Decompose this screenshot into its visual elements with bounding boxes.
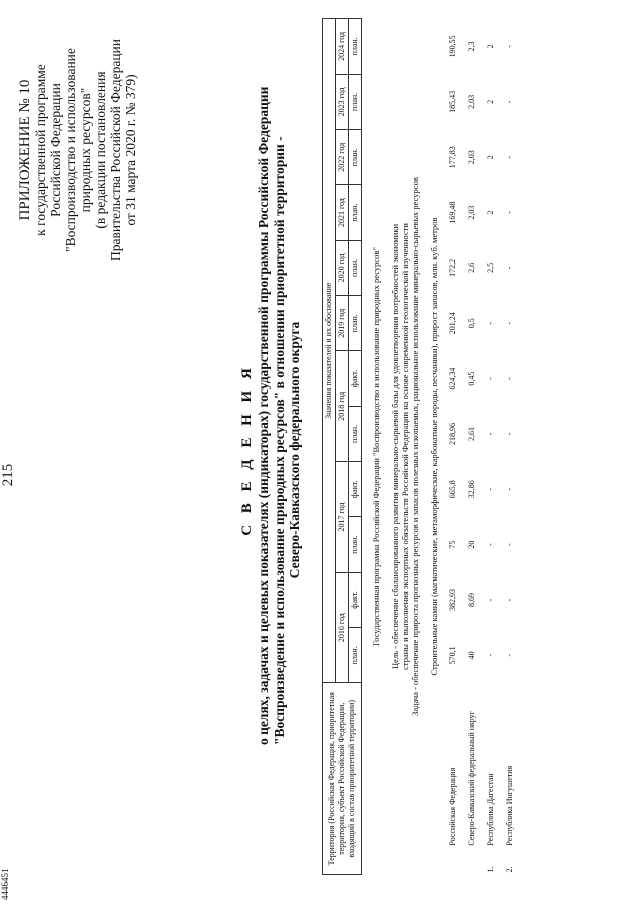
document-id: 4446451 bbox=[0, 868, 10, 900]
plan-fact-header: план. bbox=[349, 296, 362, 351]
table-body bbox=[362, 19, 516, 875]
value-cell: 75 bbox=[448, 540, 457, 549]
title-svedeniya: С В Е Д Е Н И Я bbox=[239, 364, 255, 536]
value-cell: - bbox=[505, 45, 514, 48]
value-cell: 2,5 bbox=[486, 262, 495, 273]
value-cell: 40 bbox=[467, 651, 476, 660]
section-row bbox=[390, 19, 400, 875]
value-cell: 2 bbox=[486, 44, 495, 49]
value-cell: 0,45 bbox=[467, 371, 476, 386]
value-cell: - bbox=[505, 543, 514, 546]
value-cell: 185,43 bbox=[448, 90, 457, 113]
value-cell: - bbox=[486, 321, 495, 325]
appendix-block bbox=[18, 15, 138, 285]
row-index bbox=[448, 848, 458, 875]
section-row bbox=[371, 19, 381, 875]
value-cell: 2 bbox=[486, 155, 495, 160]
value-cell: 2 bbox=[486, 99, 495, 104]
year-header: 2017 год bbox=[336, 462, 349, 573]
territory-name: Республика Ингушетия bbox=[505, 765, 514, 846]
value-cell: - bbox=[486, 432, 495, 436]
value-cell: - bbox=[505, 654, 514, 657]
year-header: 2024 год bbox=[336, 19, 349, 75]
plan-fact-header: план. bbox=[349, 19, 362, 75]
section-text: страны и выполнения экспортных обязательств Российской Федерации на основе современной геологической изученности bbox=[400, 223, 410, 670]
plan-fact-header: план. bbox=[349, 406, 362, 461]
row-index: 1. bbox=[486, 866, 495, 873]
value-cell: 177,83 bbox=[448, 146, 457, 169]
table-row bbox=[467, 19, 477, 875]
year-header: 2016 год bbox=[336, 572, 349, 683]
territory-name: Российская Федерация bbox=[448, 767, 457, 846]
value-cell: 2,61 bbox=[467, 426, 476, 441]
value-cell: - bbox=[486, 487, 495, 491]
value-cell: - bbox=[505, 432, 514, 436]
title-line: "Воспроизведение и использование природных ресурсов" в отношении приоритетной территории - bbox=[271, 136, 287, 745]
year-header: 2021 год bbox=[336, 185, 349, 240]
value-cell: 172,2 bbox=[448, 258, 457, 277]
value-cell: 20 bbox=[467, 540, 476, 549]
value-cell: - bbox=[486, 598, 495, 602]
value-cell: 201,24 bbox=[448, 312, 457, 335]
year-header: 2023 год bbox=[336, 74, 349, 129]
value-cell: 32,86 bbox=[467, 480, 476, 499]
appendix-line: природных ресурсов" bbox=[78, 87, 93, 213]
value-cell: - bbox=[486, 654, 495, 657]
appendix-line: от 31 марта 2020 г. № 379) bbox=[123, 74, 138, 226]
value-cell: 2,3 bbox=[467, 41, 476, 52]
page-number: 215 bbox=[0, 463, 16, 487]
plan-fact-header: план. bbox=[349, 517, 362, 572]
value-cell: 2,6 bbox=[467, 262, 476, 273]
indicators-table bbox=[322, 18, 515, 875]
year-header: 2022 год bbox=[336, 130, 349, 185]
appendix-number: ПРИЛОЖЕНИЕ № 10 bbox=[17, 79, 33, 221]
value-cell: 570,1 bbox=[448, 646, 457, 665]
row-index: 2. bbox=[505, 866, 514, 873]
value-cell: 382,93 bbox=[448, 588, 457, 611]
title-line: Северо-Кавказского федерального округа bbox=[287, 321, 302, 579]
value-cell: - bbox=[505, 100, 514, 104]
value-cell: - bbox=[505, 321, 514, 325]
plan-fact-header: план. bbox=[349, 240, 362, 295]
appendix-line: Правительства Российской Федерации bbox=[108, 39, 123, 261]
section-text: Государственная программа Российской Федерации "Воспроизводство и использование природных ресурсов" bbox=[371, 247, 381, 646]
plan-fact-header: план. bbox=[349, 185, 362, 240]
value-cell: 2,03 bbox=[467, 205, 476, 220]
section-text: Цель - обеспечение сбалансированного развития минерально-сырьевой базы для удовлетворения потребностей экономики bbox=[390, 224, 400, 669]
row-index bbox=[467, 848, 477, 875]
year-header: 2020 год bbox=[336, 240, 349, 295]
value-cell: 169,48 bbox=[448, 201, 457, 224]
value-cell: - bbox=[505, 266, 514, 270]
year-header: 2018 год bbox=[336, 351, 349, 462]
value-cell: 624,34 bbox=[448, 367, 457, 390]
plan-fact-header: план. bbox=[349, 130, 362, 185]
row-spacer bbox=[362, 19, 372, 875]
title-line: о целях, задачах и целевых показателях (индикаторах) государственной программы Российской Федерации bbox=[256, 86, 271, 745]
row-spacer bbox=[381, 19, 390, 875]
value-cell: - bbox=[505, 598, 514, 602]
value-cell: - bbox=[505, 377, 514, 380]
values-header: Значения показателей и их обоснование bbox=[323, 19, 336, 684]
plan-fact-header: факт. bbox=[349, 351, 362, 406]
value-cell: 2 bbox=[486, 210, 495, 215]
plan-fact-header: план. bbox=[349, 74, 362, 129]
plan-fact-header: факт. bbox=[349, 462, 362, 517]
appendix-line: к государственной программе bbox=[33, 64, 48, 236]
value-cell: - bbox=[505, 487, 514, 491]
row-spacer bbox=[439, 19, 448, 875]
section-text: Строительные камни (магматические, метаморфические, карбонатные породы, песчаники), прирост запасов, млн. куб. метров bbox=[429, 217, 439, 676]
table-row bbox=[486, 19, 496, 875]
value-cell: 218,96 bbox=[448, 422, 457, 445]
value-cell: - bbox=[486, 377, 495, 380]
row-spacer bbox=[477, 19, 486, 875]
row-spacer bbox=[458, 19, 467, 875]
territory-name: Северо-Кавказский федеральный округ bbox=[467, 711, 476, 846]
row-spacer bbox=[496, 19, 505, 875]
section-row bbox=[410, 19, 420, 875]
section-row bbox=[429, 19, 439, 875]
plan-fact-header: факт. bbox=[349, 572, 362, 627]
value-cell: - bbox=[505, 155, 514, 159]
section-row bbox=[400, 19, 410, 875]
table-row bbox=[505, 19, 515, 875]
appendix-line: "Воспроизводство и использование bbox=[63, 48, 78, 252]
territory-header: Территория (Российская Федерация, приоритетная территория, субъект Российской Федерации, входящий в состав приоритетной территории) bbox=[323, 683, 362, 875]
table-row bbox=[448, 19, 458, 875]
appendix-line: (в редакции постановления bbox=[93, 71, 108, 229]
appendix-line: Российской Федерации bbox=[48, 83, 63, 217]
value-cell: - bbox=[505, 211, 514, 214]
territory-name: Республика Дагестан bbox=[486, 773, 495, 846]
section-text: Задача - обеспечение прироста прогнозных ресурсов и запасов полезных ископаемых, рациональное использование минерально-сырьевых ресурсов bbox=[410, 177, 420, 716]
value-cell: 8,69 bbox=[467, 592, 476, 607]
value-cell: 2,03 bbox=[467, 150, 476, 165]
value-cell: 2,03 bbox=[467, 94, 476, 109]
value-cell: 190,55 bbox=[448, 35, 457, 58]
plan-fact-header: план. bbox=[349, 628, 362, 683]
value-cell: 0,5 bbox=[467, 318, 476, 329]
value-cell: 665,8 bbox=[448, 480, 457, 499]
value-cell: - bbox=[486, 543, 495, 546]
document-title bbox=[238, 86, 303, 745]
year-header: 2019 год bbox=[336, 296, 349, 351]
row-spacer bbox=[420, 19, 429, 875]
